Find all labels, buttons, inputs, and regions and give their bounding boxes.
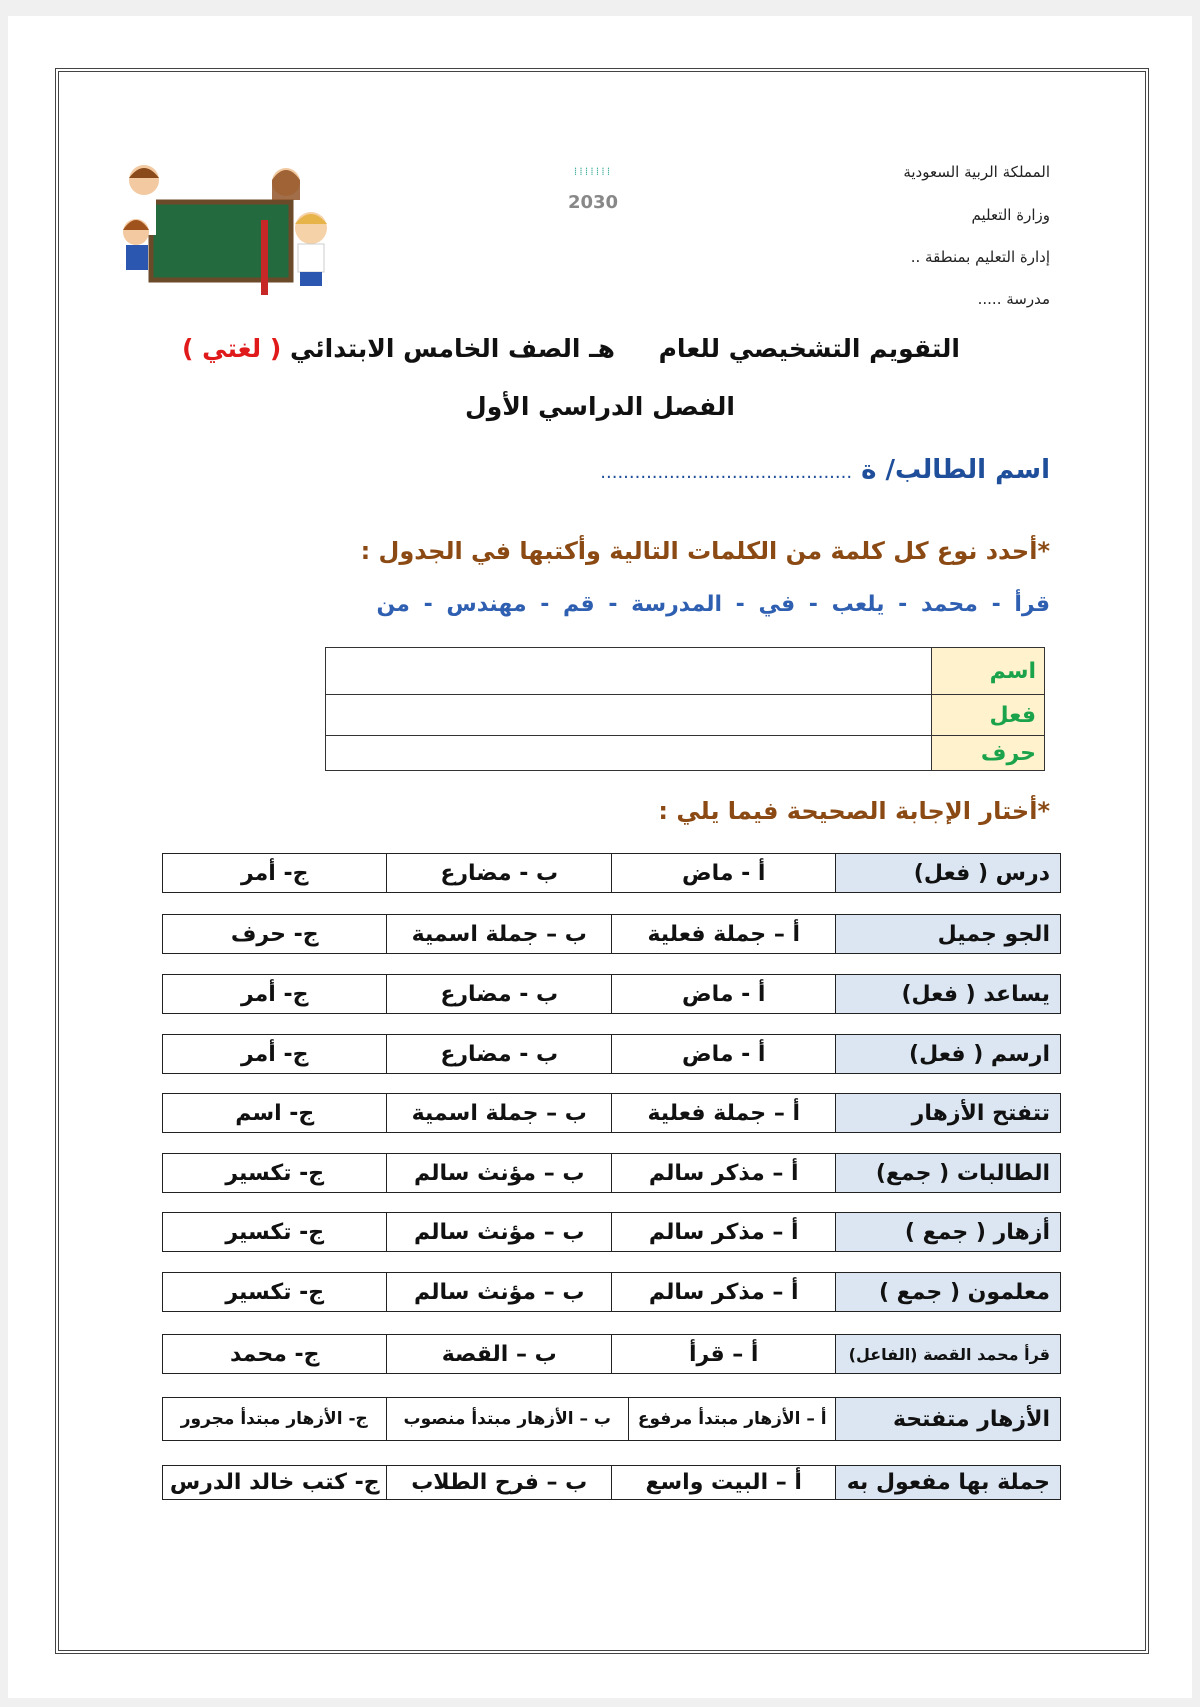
option-b[interactable]: ب - مضارع	[386, 854, 611, 892]
option-c[interactable]: ج- الأزهار مبتدأ مجرور	[180, 1409, 368, 1429]
question-text: تتفتح الأزهار	[835, 1094, 1060, 1132]
question-row	[162, 1397, 1061, 1441]
question-row	[162, 1153, 1061, 1193]
option-b[interactable]: ب – جملة اسمية	[386, 915, 611, 953]
option-b[interactable]: ب – فرح الطلاب	[386, 1466, 611, 1499]
row-label-particle: حرف	[932, 736, 1045, 771]
header-kingdom: المملكة الربية السعودية	[903, 163, 1050, 181]
classification-table	[325, 647, 1045, 771]
option-a[interactable]: أ - ماض	[611, 975, 836, 1013]
option-b[interactable]: ب - مضارع	[386, 1035, 611, 1073]
question-row	[162, 1334, 1061, 1374]
question-row	[162, 853, 1061, 893]
question-row	[162, 1272, 1061, 1312]
question-text: معلمون ( جمع )	[835, 1273, 1060, 1311]
option-a[interactable]: أ - ماض	[611, 1035, 836, 1073]
option-b[interactable]: ب – مؤنث سالم	[386, 1273, 611, 1311]
question-text: الطالبات ( جمع)	[835, 1154, 1060, 1192]
question-row	[162, 1465, 1061, 1500]
instruction-choose: *أختار الإجابة الصحيحة فيما يلي :	[658, 797, 1050, 825]
instruction-classify: *أحدد نوع كل كلمة من الكلمات التالية وأكتبها في الجدول :	[360, 537, 1050, 565]
question-text: درس ( فعل)	[835, 854, 1060, 892]
question-row	[162, 914, 1061, 954]
answer-cell-noun[interactable]	[326, 648, 932, 695]
ministry-logo: ⁞⁞⁞⁞⁞⁞⁞ 2030	[567, 165, 619, 213]
option-a[interactable]: أ – مذكر سالم	[611, 1154, 836, 1192]
option-c[interactable]: ج- أمر	[240, 1041, 309, 1067]
title-assessment: التقويم التشخيصي للعام	[658, 334, 960, 363]
title-semester: الفصل الدراسي الأول	[465, 392, 735, 421]
question-text: ارسم ( فعل)	[835, 1035, 1060, 1073]
option-c[interactable]: ج- تكسير	[225, 1219, 325, 1245]
option-c[interactable]: ج- تكسير	[225, 1160, 325, 1186]
question-text: الأزهار متفتحة	[835, 1398, 1060, 1440]
row-label-verb: فعل	[932, 695, 1045, 736]
option-b[interactable]: ب – القصة	[386, 1335, 611, 1373]
word-list: قرأ - محمد - يلعب - في - المدرسة - قم - مهندس - من	[376, 592, 1050, 617]
title-grade: هـ الصف الخامس الابتدائي ( لغتي )	[182, 334, 615, 363]
option-a[interactable]: أ – الأزهار مبتدأ مرفوع	[628, 1398, 836, 1440]
row-label-noun: اسم	[932, 648, 1045, 695]
option-b[interactable]: ب – مؤنث سالم	[386, 1154, 611, 1192]
option-c[interactable]: ج- تكسير	[225, 1279, 325, 1305]
question-row	[162, 1212, 1061, 1252]
header-school: مدرسة .....	[977, 290, 1050, 308]
question-text: جملة بها مفعول به	[835, 1466, 1060, 1499]
question-text: يساعد ( فعل)	[835, 975, 1060, 1013]
option-a[interactable]: أ – مذكر سالم	[611, 1273, 836, 1311]
option-a[interactable]: أ – مذكر سالم	[611, 1213, 836, 1251]
header-ministry: وزارة التعليم	[971, 206, 1050, 224]
header-directorate: إدارة التعليم بمنطقة ..	[910, 248, 1050, 266]
option-b[interactable]: ب - مضارع	[386, 975, 611, 1013]
question-row	[162, 974, 1061, 1014]
question-row	[162, 1093, 1061, 1133]
question-text: الجو جميل	[835, 915, 1060, 953]
option-b[interactable]: ب – الأزهار مبتدأ منصوب	[386, 1398, 628, 1440]
children-chalkboard-illustration	[96, 160, 336, 295]
option-a[interactable]: أ - ماض	[611, 854, 836, 892]
subject-label: ( لغتي )	[182, 334, 282, 363]
option-c[interactable]: ج- كتب خالد الدرس	[169, 1470, 380, 1495]
option-c[interactable]: ج- أمر	[240, 860, 309, 886]
question-text: أزهار ( جمع )	[835, 1213, 1060, 1251]
option-a[interactable]: أ – البيت واسع	[611, 1466, 836, 1499]
answer-cell-particle[interactable]	[326, 736, 932, 771]
option-c[interactable]: ج- محمد	[229, 1341, 320, 1367]
option-b[interactable]: ب – مؤنث سالم	[386, 1213, 611, 1251]
option-a[interactable]: أ – جملة فعلية	[611, 915, 836, 953]
student-name-field[interactable]: اسم الطالب/ ة ............................................	[600, 455, 1050, 485]
option-b[interactable]: ب – جملة اسمية	[386, 1094, 611, 1132]
option-a[interactable]: أ – قرأ	[611, 1335, 836, 1373]
option-a[interactable]: أ – جملة فعلية	[611, 1094, 836, 1132]
option-c[interactable]: ج- أمر	[240, 981, 309, 1007]
question-text: قرأ محمد القصة (الفاعل)	[835, 1335, 1060, 1373]
option-c[interactable]: ج- اسم	[235, 1100, 315, 1126]
answer-cell-verb[interactable]	[326, 695, 932, 736]
option-c[interactable]: ج- حرف	[230, 921, 319, 947]
question-row	[162, 1034, 1061, 1074]
